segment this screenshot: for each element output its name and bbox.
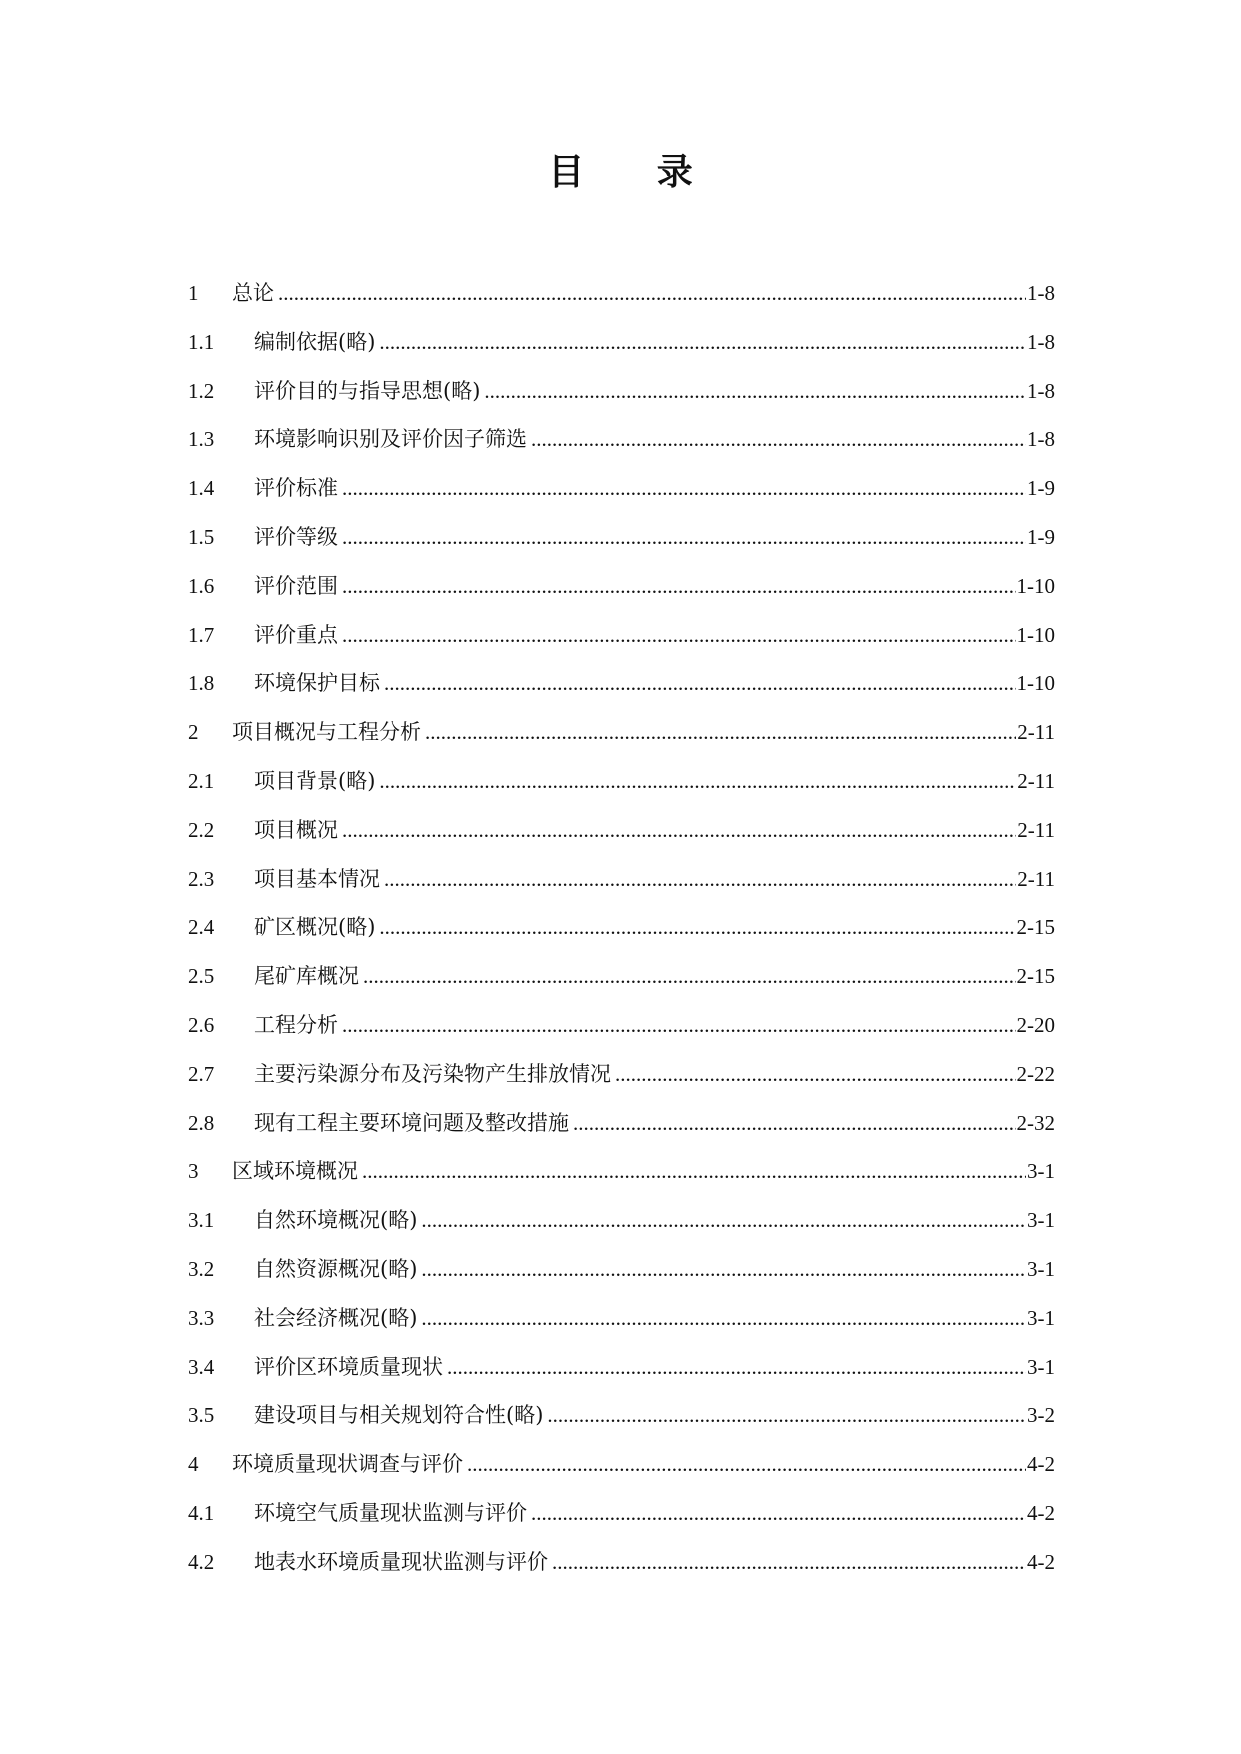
toc-dot-leader: [552, 1547, 1026, 1577]
toc-entry-title: 编制依据(略): [254, 329, 376, 354]
toc-entry-title: 项目概况: [254, 817, 338, 842]
toc-entry-number: 2.3: [188, 866, 215, 891]
toc-entry-page-number: 2-20: [1016, 1012, 1055, 1037]
toc-entry[interactable]: [188, 473, 1055, 522]
toc-entry-number: 1.8: [188, 671, 215, 696]
toc-entry[interactable]: [188, 668, 1055, 717]
toc-dot-leader: [421, 1303, 1026, 1333]
toc-entry-title: 主要污染源分布及污染物产生排放情况: [254, 1061, 611, 1086]
toc-entry-page-number: 1-8: [1027, 281, 1055, 305]
toc-entry-title: 总论: [232, 281, 274, 305]
toc-entry-number: 1: [188, 281, 199, 305]
toc-entry-title: 矿区概况(略): [254, 915, 376, 940]
toc-entry-title: 项目基本情况: [254, 866, 380, 891]
toc-dot-leader: [342, 522, 1026, 552]
toc-entry[interactable]: [188, 864, 1055, 913]
toc-entry-title: 评价等级: [254, 524, 338, 549]
toc-dot-leader: [531, 1498, 1026, 1528]
toc-entry[interactable]: [188, 1449, 1055, 1498]
toc-entry-page-number: 1-10: [1016, 671, 1055, 696]
toc-entry-number: 3.5: [188, 1403, 215, 1428]
toc-entry[interactable]: [188, 1352, 1055, 1401]
toc-entry-number: 1.6: [188, 573, 215, 598]
toc-entry-title: 评价重点: [254, 622, 338, 647]
table-of-contents: [188, 278, 1055, 1596]
toc-entry-page-number: 1-8: [1027, 427, 1055, 452]
toc-dot-leader: [425, 717, 1016, 747]
toc-entry-title: 环境影响识别及评价因子筛选: [254, 427, 527, 452]
toc-entry-page-number: 1-8: [1027, 329, 1055, 354]
toc-entry-number: 2.5: [188, 964, 215, 989]
toc-entry[interactable]: [188, 620, 1055, 669]
toc-dot-leader: [379, 766, 1016, 796]
toc-entry-number: 1.3: [188, 427, 215, 452]
toc-entry[interactable]: [188, 1205, 1055, 1254]
toc-dot-leader: [342, 473, 1026, 503]
toc-entry-page-number: 2-22: [1016, 1061, 1055, 1086]
toc-dot-leader: [384, 864, 1016, 894]
toc-entry-page-number: 4-2: [1027, 1452, 1055, 1477]
toc-dot-leader: [363, 961, 1016, 991]
toc-entry[interactable]: [188, 571, 1055, 620]
toc-entry[interactable]: [188, 1108, 1055, 1157]
toc-entry-page-number: 3-1: [1027, 1256, 1055, 1281]
toc-dot-leader: [467, 1449, 1026, 1479]
toc-entry[interactable]: [188, 522, 1055, 571]
toc-entry-title: 尾矿库概况: [254, 964, 359, 989]
toc-entry[interactable]: [188, 424, 1055, 473]
toc-entry-page-number: 3-1: [1027, 1208, 1055, 1233]
toc-entry-number: 1.1: [188, 329, 215, 354]
toc-entry-title: 项目背景(略): [254, 768, 376, 793]
toc-entry[interactable]: [188, 1547, 1055, 1596]
toc-entry-number: 3.2: [188, 1256, 215, 1281]
toc-dot-leader: [342, 815, 1016, 845]
toc-entry-number: 1.5: [188, 524, 215, 549]
toc-entry-number: 2.4: [188, 915, 215, 940]
toc-entry-page-number: 1-8: [1027, 378, 1055, 403]
toc-entry-number: 3.4: [188, 1354, 215, 1379]
toc-entry[interactable]: [188, 1059, 1055, 1108]
toc-entry-number: 3.1: [188, 1208, 215, 1233]
toc-dot-leader: [278, 278, 1026, 308]
toc-entry-number: 4: [188, 1452, 199, 1477]
toc-entry-number: 4.1: [188, 1500, 215, 1525]
toc-dot-leader: [421, 1254, 1026, 1284]
toc-entry-number: 2.1: [188, 768, 215, 793]
toc-entry-page-number: 2-15: [1016, 964, 1055, 989]
toc-dot-leader: [342, 620, 1016, 650]
toc-dot-leader: [379, 327, 1026, 357]
toc-entry-page-number: 2-32: [1016, 1110, 1055, 1135]
toc-dot-leader: [362, 1156, 1026, 1186]
toc-dot-leader: [421, 1205, 1026, 1235]
page-title: 目 录: [548, 151, 723, 193]
toc-entry-number: 1.2: [188, 378, 215, 403]
toc-entry-number: 1.4: [188, 476, 215, 501]
toc-entry-number: 3: [188, 1159, 199, 1184]
toc-entry-title: 自然资源概况(略): [254, 1256, 418, 1281]
toc-entry-title: 评价目的与指导思想(略): [254, 378, 481, 403]
toc-entry-title: 自然环境概况(略): [254, 1208, 418, 1233]
toc-entry[interactable]: [188, 961, 1055, 1010]
toc-entry-title: 地表水环境质量现状监测与评价: [254, 1549, 548, 1574]
toc-entry[interactable]: [188, 376, 1055, 425]
toc-entry-page-number: 3-1: [1027, 1305, 1055, 1330]
toc-entry-number: 2.7: [188, 1061, 215, 1086]
toc-entry[interactable]: [188, 1254, 1055, 1303]
toc-entry[interactable]: [188, 1498, 1055, 1547]
toc-entry[interactable]: [188, 1010, 1055, 1059]
toc-dot-leader: [547, 1400, 1026, 1430]
toc-entry-page-number: 1-9: [1027, 524, 1055, 549]
toc-entry[interactable]: [188, 278, 1055, 327]
toc-entry-page-number: 4-2: [1027, 1549, 1055, 1574]
toc-entry-number: 2: [188, 720, 199, 745]
toc-dot-leader: [379, 912, 1015, 942]
toc-entry-title: 现有工程主要环境问题及整改措施: [254, 1110, 569, 1135]
toc-entry[interactable]: [188, 327, 1055, 376]
toc-dot-leader: [342, 1010, 1016, 1040]
toc-entry-page-number: 3-1: [1027, 1354, 1055, 1379]
toc-entry-page-number: 1-9: [1027, 476, 1055, 501]
toc-entry-number: 4.2: [188, 1549, 215, 1574]
toc-entry-page-number: 1-10: [1016, 573, 1055, 598]
toc-entry-page-number: 2-11: [1017, 720, 1055, 745]
toc-entry-title: 环境质量现状调查与评价: [232, 1452, 463, 1477]
toc-entry[interactable]: [188, 717, 1055, 766]
toc-entry[interactable]: [188, 766, 1055, 815]
toc-entry-title: 区域环境概况: [232, 1159, 358, 1184]
toc-entry[interactable]: [188, 1156, 1055, 1205]
toc-entry-page-number: 2-11: [1017, 768, 1055, 793]
toc-entry-page-number: 2-11: [1017, 817, 1055, 842]
toc-entry-title: 工程分析: [254, 1012, 338, 1037]
toc-entry-title: 环境空气质量现状监测与评价: [254, 1500, 527, 1525]
toc-entry-page-number: 2-11: [1017, 866, 1055, 891]
toc-dot-leader: [484, 376, 1026, 406]
toc-dot-leader: [615, 1059, 1016, 1089]
toc-entry-page-number: 3-2: [1027, 1403, 1055, 1428]
toc-dot-leader: [342, 571, 1016, 601]
toc-entry-title: 社会经济概况(略): [254, 1305, 418, 1330]
toc-entry[interactable]: [188, 912, 1055, 961]
toc-entry-title: 建设项目与相关规划符合性(略): [254, 1403, 544, 1428]
toc-entry[interactable]: [188, 1303, 1055, 1352]
toc-entry-page-number: 4-2: [1027, 1500, 1055, 1525]
toc-entry-title: 环境保护目标: [254, 671, 380, 696]
toc-entry-number: 2.6: [188, 1012, 215, 1037]
toc-entry[interactable]: [188, 1400, 1055, 1449]
toc-entry-page-number: 3-1: [1027, 1159, 1055, 1184]
toc-entry[interactable]: [188, 815, 1055, 864]
toc-entry-page-number: 1-10: [1016, 622, 1055, 647]
toc-entry-number: 2.2: [188, 817, 215, 842]
toc-entry-title: 评价范围: [254, 573, 338, 598]
toc-dot-leader: [384, 668, 1016, 698]
toc-entry-number: 3.3: [188, 1305, 215, 1330]
toc-entry-title: 评价标准: [254, 476, 338, 501]
toc-entry-number: 2.8: [188, 1110, 215, 1135]
toc-dot-leader: [573, 1108, 1016, 1138]
toc-dot-leader: [531, 424, 1026, 454]
toc-dot-leader: [447, 1352, 1026, 1382]
toc-entry-page-number: 2-15: [1016, 915, 1055, 940]
toc-entry-title: 评价区环境质量现状: [254, 1354, 443, 1379]
toc-entry-number: 1.7: [188, 622, 215, 647]
toc-entry-title: 项目概况与工程分析: [232, 720, 421, 745]
